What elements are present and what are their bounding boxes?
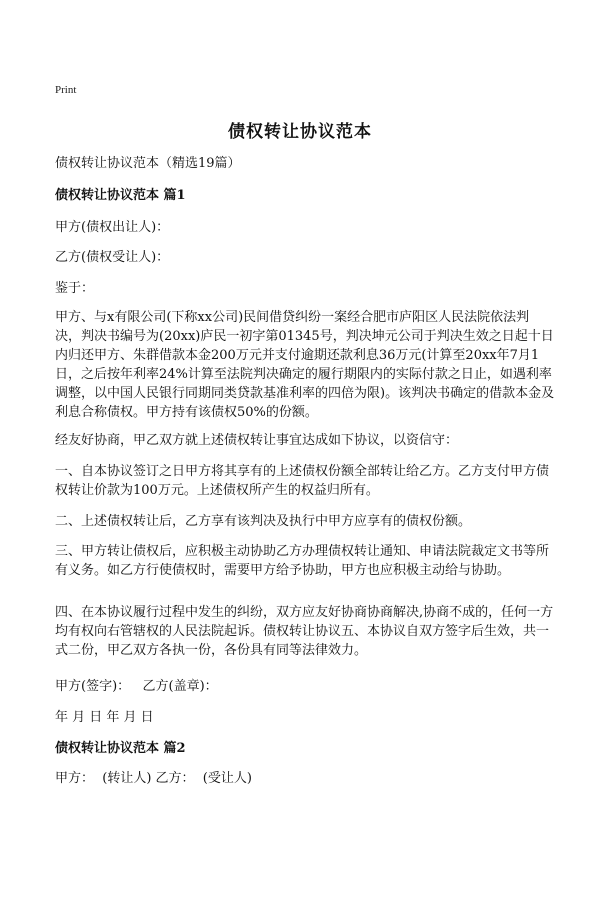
document-subtitle: 债权转让协议范本（精选19篇） — [55, 156, 241, 171]
party-b-line: 乙方(债权受让人)： — [55, 250, 170, 265]
party-a-line: 甲方(债权出让人)： — [55, 220, 170, 235]
whereas-line: 鉴于： — [55, 281, 95, 296]
clause-3: 三、甲方转让债权后，应积极主动协助乙方办理债权转让通知、申请法院裁定文书等所有义务。如乙方行使债权时，需要甲方给予协助，甲方也应积极主动给与协助。 — [55, 544, 550, 578]
clause-4: 四、在本协议履行过程中发生的纠纷，双方应友好协商协商解决,协商不成的，任何一方均有权向右管辖权的人民法院起诉。债权转让协议五、本协议自双方签字后生效，共一式二份，甲乙双方各执一份，各份具有同等法律效力。 — [55, 605, 554, 658]
print-link[interactable]: Print — [55, 84, 77, 96]
page-title: 债权转让协议范本 — [228, 122, 372, 142]
section-2-heading: 债权转让协议范本 篇2 — [55, 741, 186, 756]
section-2-parties-line: 甲方： (转让人) 乙方： (受让人) — [55, 771, 252, 786]
date-line: 年 月 日 年 月 日 — [55, 710, 154, 725]
paragraph-agreement-intro: 经友好协商，甲乙双方就上述债权转让事宜达成如下协议，以资信守： — [55, 433, 459, 448]
clause-1: 一、自本协议签订之日甲方将其享有的上述债权份额全部转让给乙方。乙方支付甲方债权转让价款为100万元。上述债权所产生的权益归所有。 — [55, 464, 550, 498]
signature-line: 甲方(签字)： 乙方(盖章)： — [55, 679, 218, 694]
paragraph-background: 甲方、与x有限公司(下称xx公司)民间借贷纠纷一案经合肥市庐阳区人民法院依法判决，判决书编号为(20xx)庐民一初字第01345号，判决坤元公司于判决生效之日起十日内归还甲方、朱群借款本金200万元并支付逾期还款利息36万元(计算至20xx年7月1日，之后按年利率24%计算至法院判决确定的履行期限内的实际付款之日止，如遇利率调整，以中国人民银行同期同类贷款基准利率的四倍为限)。该判决书确定的借款本金及利息合称债权。甲方持有该债权50%的份额。 — [55, 310, 555, 420]
clause-2: 二、上述债权转让后，乙方享有该判决及执行中甲方应享有的债权份额。 — [55, 514, 472, 529]
section-1-heading: 债权转让协议范本 篇1 — [55, 188, 186, 203]
